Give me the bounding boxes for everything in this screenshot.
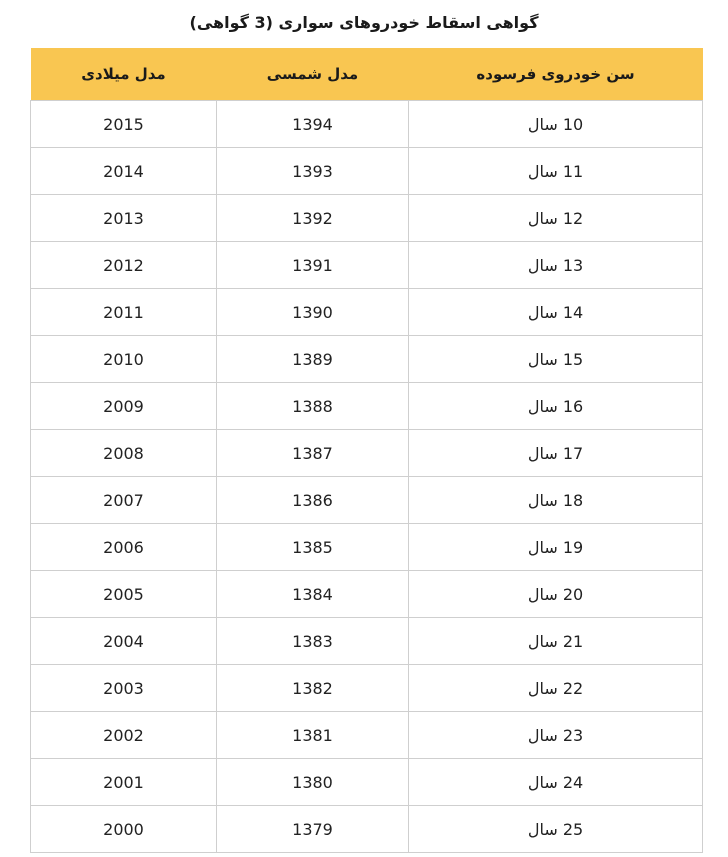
scrap-age-table xyxy=(30,48,703,853)
cell-miladi-model: 2003 xyxy=(31,665,217,712)
cell-miladi-model: 2010 xyxy=(31,336,217,383)
cell-shamsi-model: 1385 xyxy=(217,524,409,571)
cell-miladi-model: 2006 xyxy=(31,524,217,571)
cell-vehicle-age: 21 سال xyxy=(409,618,703,665)
table-row xyxy=(31,571,703,618)
table-row xyxy=(31,477,703,524)
header-shamsi-model: مدل شمسی xyxy=(217,48,409,101)
cell-vehicle-age: 11 سال xyxy=(409,148,703,195)
cell-shamsi-model: 1382 xyxy=(217,665,409,712)
cell-vehicle-age: 17 سال xyxy=(409,430,703,477)
cell-vehicle-age: 14 سال xyxy=(409,289,703,336)
cell-vehicle-age: 18 سال xyxy=(409,477,703,524)
cell-miladi-model: 2000 xyxy=(31,806,217,853)
cell-vehicle-age: 22 سال xyxy=(409,665,703,712)
table-row xyxy=(31,195,703,242)
cell-miladi-model: 2005 xyxy=(31,571,217,618)
cell-vehicle-age: 16 سال xyxy=(409,383,703,430)
cell-shamsi-model: 1388 xyxy=(217,383,409,430)
cell-miladi-model: 2008 xyxy=(31,430,217,477)
cell-vehicle-age: 13 سال xyxy=(409,242,703,289)
table-row xyxy=(31,242,703,289)
cell-shamsi-model: 1393 xyxy=(217,148,409,195)
table-row xyxy=(31,383,703,430)
cell-vehicle-age: 20 سال xyxy=(409,571,703,618)
cell-shamsi-model: 1394 xyxy=(217,101,409,148)
cell-shamsi-model: 1384 xyxy=(217,571,409,618)
cell-shamsi-model: 1386 xyxy=(217,477,409,524)
table-row xyxy=(31,524,703,571)
header-miladi-model: مدل میلادی xyxy=(31,48,217,101)
cell-vehicle-age: 12 سال xyxy=(409,195,703,242)
table-row xyxy=(31,430,703,477)
cell-vehicle-age: 24 سال xyxy=(409,759,703,806)
cell-shamsi-model: 1387 xyxy=(217,430,409,477)
cell-vehicle-age: 19 سال xyxy=(409,524,703,571)
cell-vehicle-age: 25 سال xyxy=(409,806,703,853)
cell-miladi-model: 2002 xyxy=(31,712,217,759)
cell-miladi-model: 2013 xyxy=(31,195,217,242)
cell-miladi-model: 2012 xyxy=(31,242,217,289)
cell-shamsi-model: 1381 xyxy=(217,712,409,759)
table-row xyxy=(31,712,703,759)
table-row xyxy=(31,618,703,665)
cell-vehicle-age: 23 سال xyxy=(409,712,703,759)
cell-shamsi-model: 1379 xyxy=(217,806,409,853)
cell-shamsi-model: 1392 xyxy=(217,195,409,242)
cell-miladi-model: 2014 xyxy=(31,148,217,195)
cell-vehicle-age: 15 سال xyxy=(409,336,703,383)
cell-shamsi-model: 1390 xyxy=(217,289,409,336)
cell-miladi-model: 2007 xyxy=(31,477,217,524)
table-row xyxy=(31,101,703,148)
page-title: گواهی اسقاط خودروهای سواری (3 گواهی) xyxy=(189,13,539,32)
cell-vehicle-age: 10 سال xyxy=(409,101,703,148)
header-vehicle-age: سن خودروی فرسوده xyxy=(409,48,703,101)
cell-shamsi-model: 1389 xyxy=(217,336,409,383)
cell-shamsi-model: 1380 xyxy=(217,759,409,806)
table-row xyxy=(31,665,703,712)
cell-shamsi-model: 1391 xyxy=(217,242,409,289)
table-row xyxy=(31,148,703,195)
cell-shamsi-model: 1383 xyxy=(217,618,409,665)
cell-miladi-model: 2015 xyxy=(31,101,217,148)
table-row xyxy=(31,806,703,853)
cell-miladi-model: 2009 xyxy=(31,383,217,430)
cell-miladi-model: 2001 xyxy=(31,759,217,806)
table-header-row xyxy=(31,48,703,101)
table-row xyxy=(31,759,703,806)
table-row xyxy=(31,336,703,383)
table-row xyxy=(31,289,703,336)
cell-miladi-model: 2011 xyxy=(31,289,217,336)
cell-miladi-model: 2004 xyxy=(31,618,217,665)
